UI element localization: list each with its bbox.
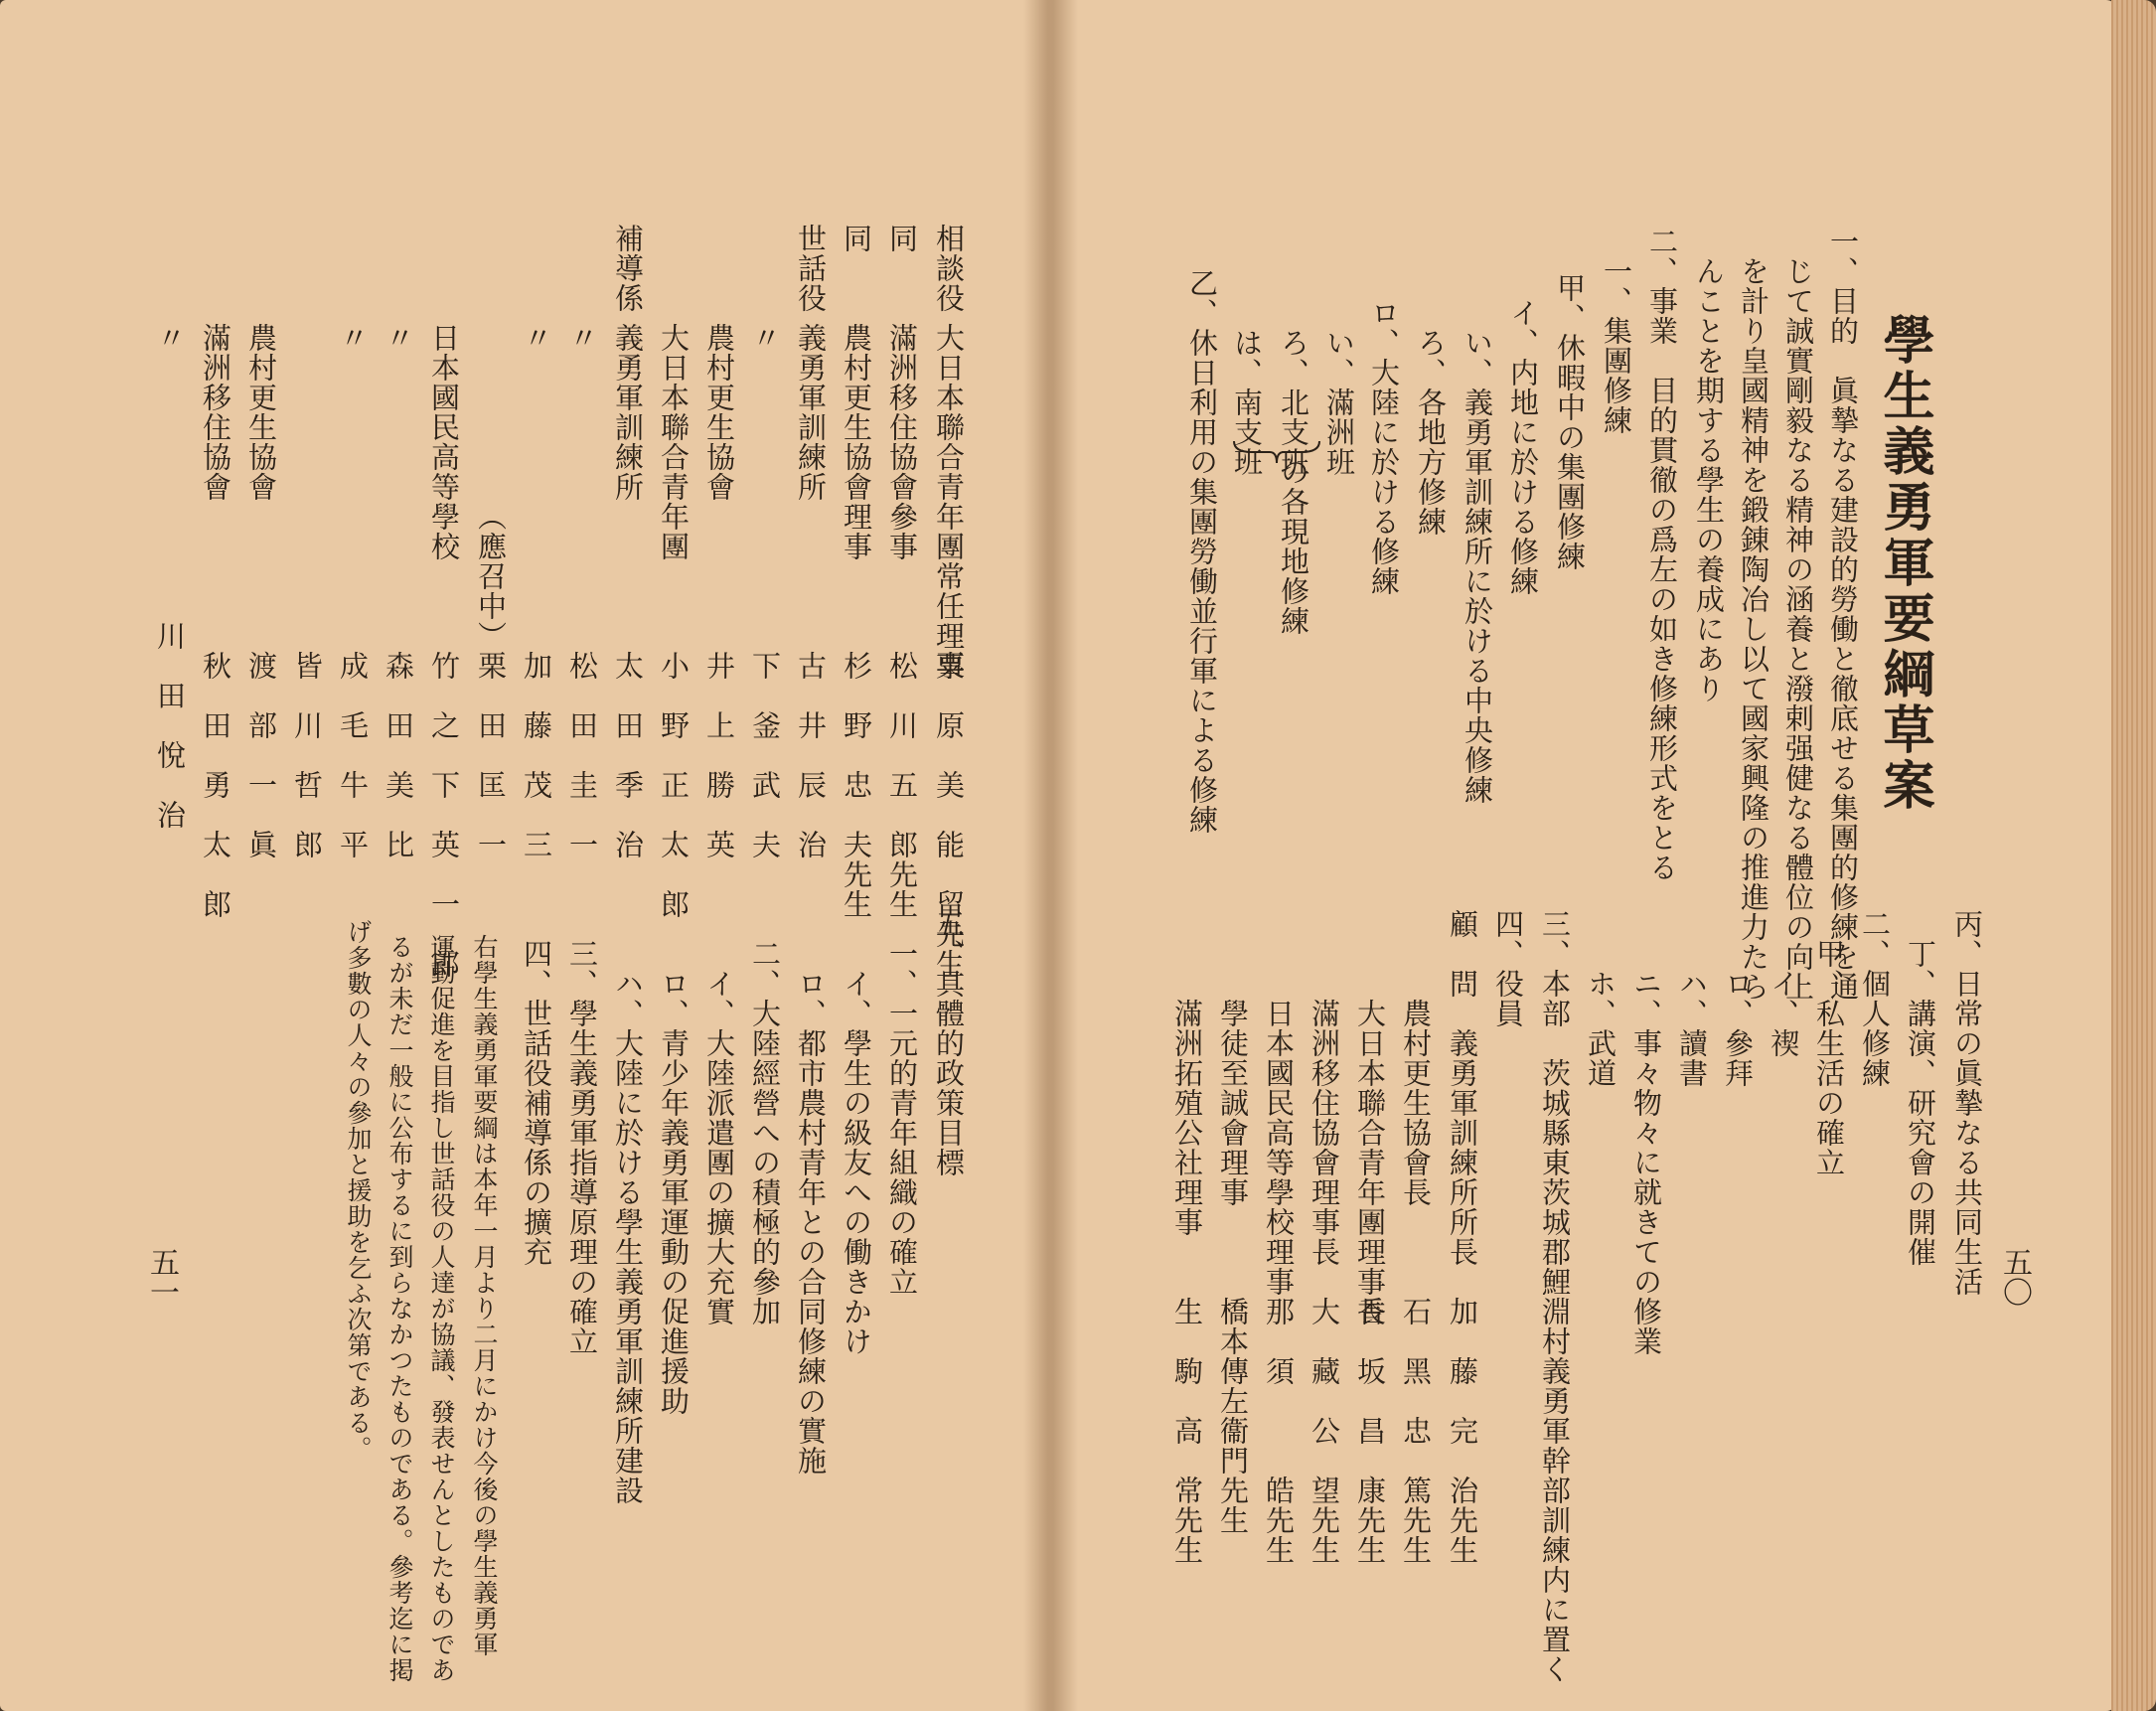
left-member-17: 秋 田 勇 太 郎 bbox=[199, 651, 232, 919]
right-lower-4: 甲、私生活の確立 bbox=[1812, 939, 1846, 1177]
page-number-left: 五一 bbox=[144, 1247, 179, 1307]
right-lower-18: 滿洲拓殖公社理事 bbox=[1170, 999, 1204, 1237]
right-lower-9: ホ、武道 bbox=[1584, 969, 1617, 1088]
right-line-13: ろ、北支班 bbox=[1277, 328, 1310, 477]
book-gutter bbox=[1023, 0, 1078, 1711]
left-org-12: 〃 bbox=[382, 323, 415, 353]
right-line-7: 甲、休暇中の集團修練 bbox=[1553, 273, 1587, 571]
left-org-16: 〃 bbox=[153, 323, 187, 353]
right-line-4: んことを期する學生の養成にあり bbox=[1692, 256, 1726, 703]
left-member-8: 太 田 季 治 bbox=[611, 651, 645, 859]
right-name-2: 石 黑 忠 篤先生 bbox=[1399, 1297, 1433, 1565]
page-edges bbox=[2111, 0, 2156, 1711]
policy-line-10: 四、世話役補導係の擴充 bbox=[520, 939, 553, 1267]
right-lower-8: ニ、事々物々に就きての修業 bbox=[1629, 969, 1663, 1356]
brace-note: の各現地修練 bbox=[1277, 457, 1310, 636]
right-name-1: 加 藤 完 治先生 bbox=[1446, 1297, 1479, 1565]
right-lower-16: 日本國民高等學校理事 bbox=[1262, 999, 1296, 1297]
right-lower-3: 二、個人修練 bbox=[1858, 909, 1892, 1088]
right-lower-12: 顧 問 義勇軍訓練所所長 bbox=[1446, 909, 1479, 1267]
policy-line-1: 五、具體的政策目標 bbox=[932, 909, 966, 1177]
policy-line-8: ハ、大陸に於ける學生義勇軍訓練所建設 bbox=[611, 969, 645, 1505]
right-page bbox=[1048, 0, 2116, 1711]
left-member-15: 皆 川 哲 郎 bbox=[290, 651, 324, 859]
left-org-5: 〃 bbox=[748, 323, 782, 353]
right-lower-5: イ、禊 bbox=[1767, 969, 1800, 1058]
right-line-2: じて誠實剛毅なる精神の涵養と潑剌强健なる體位の向上 bbox=[1781, 256, 1815, 1002]
left-role-3: 同 bbox=[840, 224, 873, 253]
left-org-1: 大日本聯合青年團常任理事 bbox=[932, 323, 966, 681]
note-line-1: 右學生義勇軍要綱は本年一月より二月にかけ今後の學生義勇軍 bbox=[470, 934, 499, 1657]
right-line-10: ろ、各地方修練 bbox=[1414, 328, 1448, 537]
left-member-5: 下 釜 武 夫 bbox=[748, 651, 782, 859]
left-org-2: 滿洲移住協會參事 bbox=[885, 323, 919, 561]
right-lower-15: 滿洲移住協會理事長 bbox=[1308, 999, 1341, 1267]
left-member-16: 渡 部 一 眞 bbox=[244, 651, 278, 859]
left-org-10: 〃 bbox=[520, 323, 553, 353]
left-member-13: 森 田 美 比 bbox=[382, 651, 415, 859]
left-role-2: 同 bbox=[885, 224, 919, 253]
left-member-6: 井 上 勝 英 bbox=[702, 651, 736, 859]
right-line-8: イ、内地に於ける修練 bbox=[1506, 298, 1540, 596]
right-line-12: い、滿洲班 bbox=[1322, 328, 1356, 477]
left-member-14: 成 毛 牛 平 bbox=[336, 651, 370, 859]
left-org-3: 農村更生協會理事 bbox=[840, 323, 873, 561]
left-org-8: 義勇軍訓練所 bbox=[611, 323, 645, 502]
right-lower-14: 大日本聯合青年團理事長 bbox=[1353, 999, 1387, 1326]
right-lower-10: 三、本部 茨城縣東茨城郡鯉淵村義勇軍幹部訓練内に置く bbox=[1538, 909, 1572, 1684]
left-member-1: 粟 原 美 能 留先生 bbox=[932, 651, 966, 979]
left-member-2: 松 川 五 郎先生 bbox=[885, 651, 919, 919]
policy-line-9: 三、學生義勇軍指導原理の確立 bbox=[565, 939, 599, 1356]
policy-line-2: 一、一元的青年組織の確立 bbox=[885, 939, 919, 1297]
policy-line-3: イ、學生の級友への働きかけ bbox=[840, 969, 873, 1356]
right-name-5: 那 須 皓先生 bbox=[1262, 1297, 1296, 1565]
page-number-right: 五〇 bbox=[1997, 1247, 2032, 1307]
left-member-3: 杉 野 忠 夫先生 bbox=[840, 651, 873, 919]
right-line-11: ロ、大陸に於ける修練 bbox=[1367, 298, 1401, 596]
right-lower-6: ロ、參拜 bbox=[1721, 969, 1755, 1088]
left-member-10: 加 藤 茂 三 bbox=[520, 651, 553, 859]
right-lower-17: 學徒至誠會理事 bbox=[1216, 999, 1250, 1207]
left-member-7: 小 野 正 太 郎 bbox=[657, 651, 691, 919]
left-org-14: 農村更生協會 bbox=[244, 323, 278, 502]
right-lower-1: 丙、日常の眞摯なる共同生活 bbox=[1950, 909, 1984, 1297]
right-line-15: 乙、休日利用の集團勞働並行軍による修練 bbox=[1185, 268, 1219, 835]
right-line-14: は、南支班 bbox=[1230, 328, 1264, 477]
left-member-18: 川 田 悅 治 bbox=[153, 621, 187, 830]
note-line-4: げ多數の人々の參加と援助を乞ふ次第である。 bbox=[344, 919, 373, 1462]
left-member-12: 竹 之 下 英 一 郎 bbox=[427, 651, 461, 979]
right-lower-13: 農村更生協會長 bbox=[1399, 999, 1433, 1207]
left-org-4: 義勇軍訓練所 bbox=[794, 323, 828, 502]
policy-line-6: イ、大陸派遣團の擴大充實 bbox=[702, 969, 736, 1326]
policy-line-7: ロ、青少年義勇軍運動の促進援助 bbox=[657, 969, 691, 1416]
right-lower-11: 四、役員 bbox=[1491, 909, 1525, 1028]
right-line-3: を計り皇國精神を鍛錬陶冶し以て國家興隆の推進力たら bbox=[1737, 256, 1771, 1002]
right-line-1: 一、目的 眞摯なる建設的勞働と徹底せる集團的修練を通 bbox=[1826, 227, 1860, 1002]
right-line-9: い、義勇軍訓練所に於ける中央修練 bbox=[1461, 328, 1494, 805]
right-name-4: 大 藏 公 望先生 bbox=[1308, 1297, 1341, 1565]
left-org-9: 〃 bbox=[565, 323, 599, 353]
document-title: 學生義勇軍要綱草案 bbox=[1874, 313, 1934, 814]
left-role-4: 世話役 bbox=[794, 224, 828, 313]
left-org-7: 大日本聯合青年團 bbox=[657, 323, 691, 561]
left-role-7: 補導係 bbox=[611, 224, 645, 313]
left-org-6: 農村更生協會 bbox=[702, 323, 736, 502]
policy-line-4: ロ、都市農村青年との合同修練の實施 bbox=[794, 969, 828, 1476]
left-org-13: 〃 bbox=[336, 323, 370, 353]
right-name-6: 橋本傳左衞門先生 bbox=[1216, 1297, 1250, 1535]
right-name-7: 生 駒 高 常先生 bbox=[1170, 1297, 1204, 1565]
right-line-5: 二、事業 目的貫徹の爲左の如き修練形式をとる bbox=[1645, 227, 1679, 882]
right-lower-7: ハ、讀書 bbox=[1675, 969, 1709, 1088]
left-member-11: （應召中）栗 田 匡 一 bbox=[474, 502, 508, 859]
note-line-2: 運動促進を目指し世話役の人達が協議、發表せんとしたものであ bbox=[427, 934, 456, 1683]
left-org-15: 滿洲移住協會 bbox=[199, 323, 232, 502]
note-line-3: るが未だ一般に公布するに到らなかつたものである。參考迄に掲 bbox=[385, 934, 414, 1683]
left-role-1: 相談役 bbox=[932, 224, 966, 313]
left-member-4: 古 井 辰 治 bbox=[794, 651, 828, 859]
left-org-11: 日本國民高等學校 bbox=[427, 323, 461, 561]
left-member-9: 松 田 圭 一 bbox=[565, 651, 599, 859]
right-line-6: 一、集團修練 bbox=[1600, 256, 1633, 435]
right-lower-2: 丁、講演、研究會の開催 bbox=[1904, 939, 1937, 1267]
policy-line-5: 二、大陸經營への積極的參加 bbox=[748, 939, 782, 1326]
right-name-3: 香 坂 昌 康先生 bbox=[1353, 1297, 1387, 1565]
